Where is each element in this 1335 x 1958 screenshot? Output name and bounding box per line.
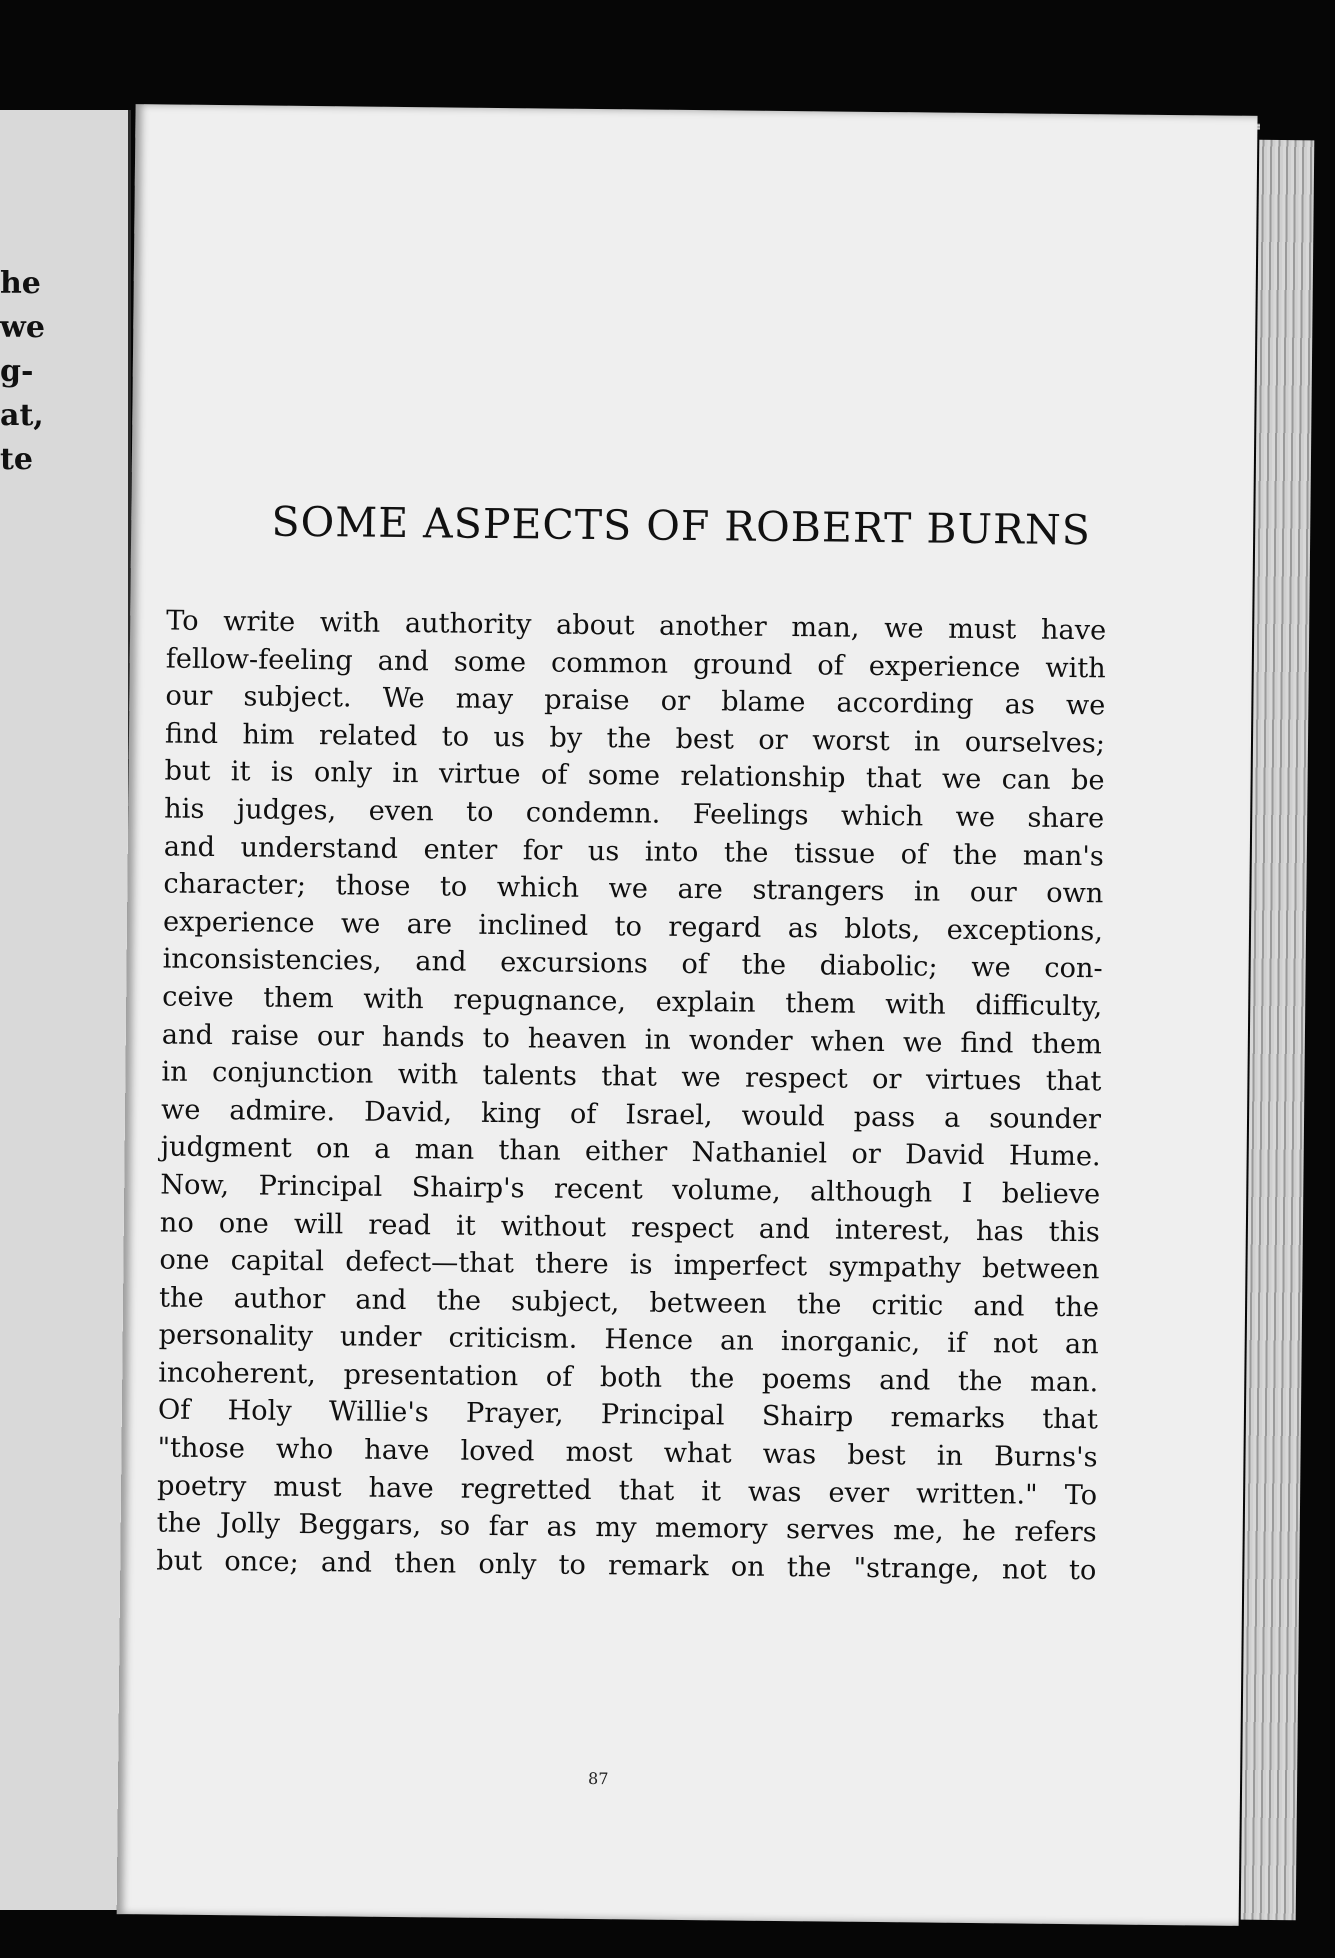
text-line: but once; and then only to remark on the "strange, not to xyxy=(156,1545,1097,1587)
text-line: incoherent, presentation of both the poems and the man. xyxy=(158,1357,1099,1399)
body-text xyxy=(156,603,1106,1590)
left-fragment: at, xyxy=(0,398,44,433)
text-line: his judges, even to condemn. Feelings which we share xyxy=(164,793,1105,835)
text-line: ceive them with repugnance, explain them with difficulty, xyxy=(162,981,1103,1023)
chapter-title: SOME ASPECTS OF ROBERT BURNS xyxy=(271,497,1092,555)
left-fragment: we xyxy=(0,310,45,345)
left-fragment: g- xyxy=(0,354,34,389)
text-line: we admire. David, king of Israel, would pass a sounder xyxy=(160,1094,1102,1136)
text-line: fellow-feeling and some common ground of experience with xyxy=(165,643,1106,684)
text-line: in conjunction with talents that we respect or virtues that xyxy=(161,1056,1102,1098)
text-line: but it is only in virtue of some relationship that we can be xyxy=(164,755,1105,797)
text-line: inconsistencies, and excursions of the diabolic; we con- xyxy=(162,943,1103,985)
left-page-text-fragments xyxy=(0,262,80,482)
page-number: 87 xyxy=(588,1768,609,1789)
text-line: no one will read it without respect and interest, has this xyxy=(159,1206,1101,1248)
text-line: "those who have loved most what was best in Burns's xyxy=(157,1432,1098,1474)
text-line: and raise our hands to heaven in wonder when we find them xyxy=(161,1019,1102,1060)
text-line: Of Holy Willie's Prayer, Principal Shairp remarks that xyxy=(157,1394,1099,1436)
text-line: To write with authority about another man, we must have xyxy=(166,605,1107,647)
text-line: find him related to us by the best or worst in ourselves; xyxy=(164,718,1106,760)
text-line: judgment on a man than either Nathaniel or David Hume. xyxy=(160,1131,1101,1173)
text-line: character; those to which we are strangers in our own xyxy=(163,868,1104,910)
text-line: Now, Principal Shairp's recent volume, although I believe xyxy=(160,1169,1101,1211)
text-line: our subject. We may praise or blame according as we xyxy=(165,680,1106,722)
left-fragment: he xyxy=(0,266,41,301)
text-line: the Jolly Beggars, so far as my memory serves me, he refers xyxy=(156,1507,1097,1549)
left-fragment: te xyxy=(0,442,33,477)
text-line: personality under criticism. Hence an inorganic, if not an xyxy=(158,1319,1099,1361)
text-line: the author and the subject, between the critic and the xyxy=(158,1282,1100,1324)
text-line: one capital defect—that there is imperfect sympathy between xyxy=(159,1244,1100,1286)
text-line: experience we are inclined to regard as blots, exceptions, xyxy=(162,906,1104,948)
book-page xyxy=(117,104,1258,1926)
text-line: and understand enter for us into the tissue of the man's xyxy=(163,831,1104,872)
text-line: poetry must have regretted that it was ever written." To xyxy=(156,1470,1098,1511)
